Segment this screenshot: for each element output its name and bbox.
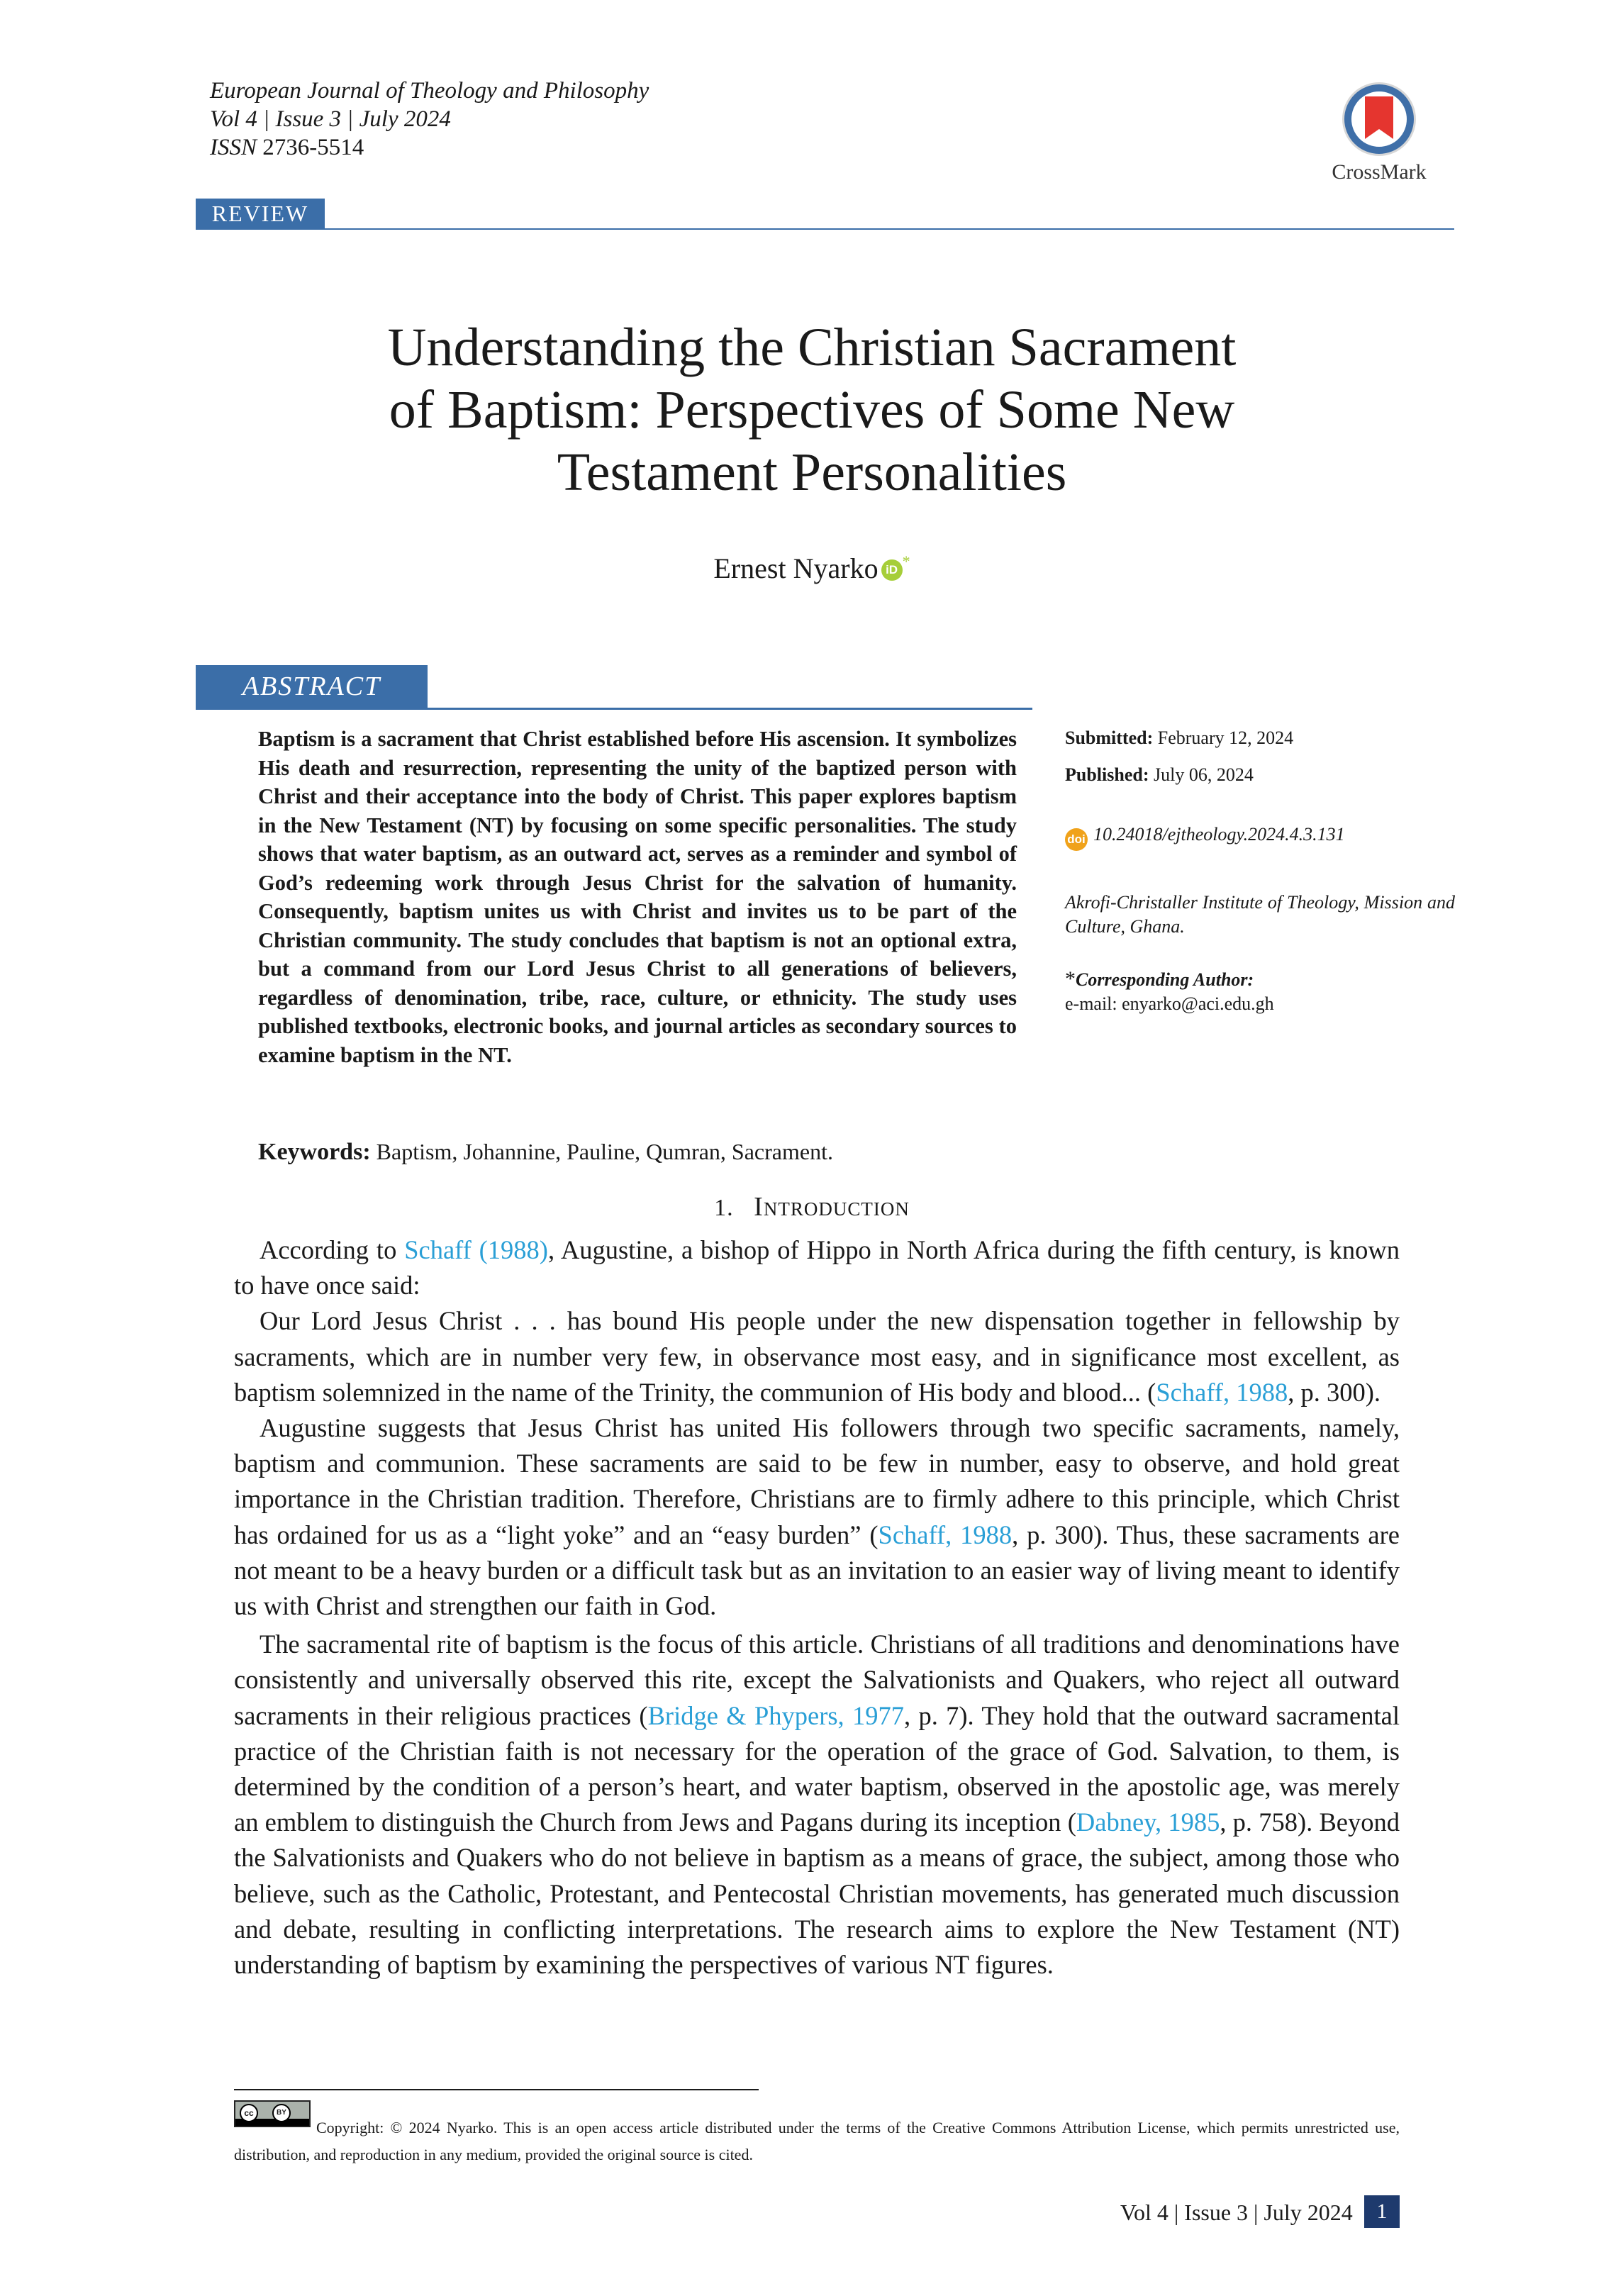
submitted-label: Submitted: [1065,728,1154,748]
submitted-date: February 12, 2024 [1157,728,1294,748]
published-date: July 06, 2024 [1154,764,1254,785]
article-title [213,316,1411,503]
crossmark-label: CrossMark [1332,160,1427,184]
citation-link[interactable]: Dabney, 1985 [1076,1807,1220,1837]
issn-label: ISSN [210,135,257,160]
doi-link[interactable]: 10.24018/ejtheology.2024.4.3.131 [1093,824,1345,845]
paragraph: The sacramental rite of baptism is the focus of this article. Christians of all traditions and denominations have consistently and universally observed this rite, except the Salvationists and Quakers, who reject all outward sacraments in their religious practices (Bridge & Phypers, 1977, p. 7). They hold that the outward sacramental practice of the Christian faith is not necessary for the operation of the grace of God. Salvation, to them, is determined by the condition of a person’s heart, and water baptism, observed in the apostolic age, was merely an emblem to distinguish the Church from Jews and Pagans during its inception (Dabney, 1985, p. 758). Beyond the Salvationists and Quakers who do not believe in baptism as a means of grace, the subject, among those who believe, such as the Catholic, Protestant, and Pentecostal Christian movements, has generated much discussion and debate, resulting in conflicting interpretations. The research aims to explore the New Testament (NT) understanding of baptism by examining the perspectives of various NT figures. [234,1629,1400,1980]
title-line: Testament Personalities [557,442,1067,502]
section-title: Introduction [754,1192,910,1222]
license-text: Copyright: © 2024 Nyarko. This is an open access article distributed under the terms of the Creative Commons Attribution License, which permits unrestricted use, distribution, and reproduction in any medium, provided the original source is cited. [234,2119,1400,2163]
abstract-text: Baptism is a sacrament that Christ established before His ascension. It symbolizes His death and resurrection, representing the unity of the baptized person with Christ and their acceptance into the body of Christ. This paper explores baptism in the New Testament (NT) by focusing on some specific personalities. The study shows that water baptism, as an outward act, serves as a reminder and symbol of God’s redeeming work through Jesus Christ for the salvation of humanity. Consequently, baptism unites us with Christ and invites us to be part of the Christian community. The study concludes that baptism is not an optional extra, but a command from our Lord Jesus Christ to all generations of believers, regardless of denomination, tribe, race, culture, or ethnicity. The study uses published textbooks, electronic books, and journal articles as secondary sources to examine baptism in the NT. [258,727,1017,1067]
keywords-values: Baptism, Johannine, Pauline, Qumran, Sacrament. [376,1139,833,1164]
journal-issue: Vol 4 | Issue 3 | July 2024 [210,106,451,132]
paragraph: Augustine suggests that Jesus Christ has united His followers through two specific sacraments, namely, baptism and communion. These sacraments are said to be few in number, easy to observe, and hold great importance in the Christian tradition. Therefore, Christians are to firmly adhere to this principle, which Christ has ordained for us as a “light yoke” and an “easy burden” (Schaff, 1988, p. 300). Thus, these sacraments are not meant to be a heavy burden or a difficult task but as an invitation to an easier way of living meant to identify us with Christ and strengthen our faith in God. [234,1413,1400,1621]
section-tag: REVIEW [196,199,325,228]
crossmark-badge[interactable] [1320,79,1438,184]
corresponding-author [1065,967,1455,1016]
section-number: 1. [714,1195,734,1221]
abstract-tag: ABSTRACT [196,665,428,708]
keywords [258,1139,833,1166]
abstract-divider [196,708,1032,710]
published-info [1065,763,1455,787]
block-quote: Our Lord Jesus Christ . . . has bound His people under the new dispensation together in fellowship by sacraments, which are in number very few, in observance most easy, and in significance most excellent, as baptism solemnized in the name of the Trinity, the communion of His body and blood... (Schaff, 1988, p. 300). [234,1306,1400,1407]
journal-header [210,77,649,162]
crossmark-icon [1339,79,1419,159]
citation-link[interactable]: Schaff (1988) [404,1235,548,1264]
submitted-info [1065,726,1455,750]
affiliation: Akrofi-Christaller Institute of Theology, Mission and Culture, Ghana. [1065,892,1455,937]
author-name[interactable]: Ernest Nyarko [713,552,879,584]
published-label: Published: [1065,764,1149,785]
title-line: of Baptism: Perspectives of Some New [389,380,1235,440]
section-divider [196,228,1454,230]
by-icon: BY [272,2104,291,2122]
paragraph: According to Schaff (1988), Augustine, a bishop of Hippo in North Africa during the fifth century, is known to have once said: [234,1235,1400,1300]
cc-icon: cc [240,2104,258,2122]
corresponding-label: Corresponding Author: [1076,969,1254,990]
journal-name: European Journal of Theology and Philosophy [210,78,649,104]
citation-link[interactable]: Schaff, 1988 [1156,1377,1288,1407]
citation-link[interactable]: Bridge & Phypers, 1977 [647,1700,904,1730]
orcid-icon[interactable]: iD [881,559,903,581]
section-heading [213,1191,1411,1222]
journal-issn [210,133,649,162]
body-text [234,1232,1400,1983]
doi-icon: doi [1065,828,1088,851]
keywords-label: Keywords: [258,1139,371,1165]
corresponding-email[interactable]: e-mail: enyarko@aci.edu.gh [1065,993,1274,1014]
doi-info [1065,823,1455,851]
page-number: 1 [1364,2195,1400,2228]
author-line [213,552,1411,585]
citation-link[interactable]: Schaff, 1988 [878,1520,1013,1549]
footer-issue: Vol 4 | Issue 3 | July 2024 [1120,2200,1353,2225]
author-mark: * [902,552,910,570]
footnote-divider [234,2089,759,2090]
corresponding-mark: * [1065,967,1076,991]
issn-value: 2736-5514 [262,135,364,160]
title-line: Understanding the Christian Sacrament [387,318,1237,377]
